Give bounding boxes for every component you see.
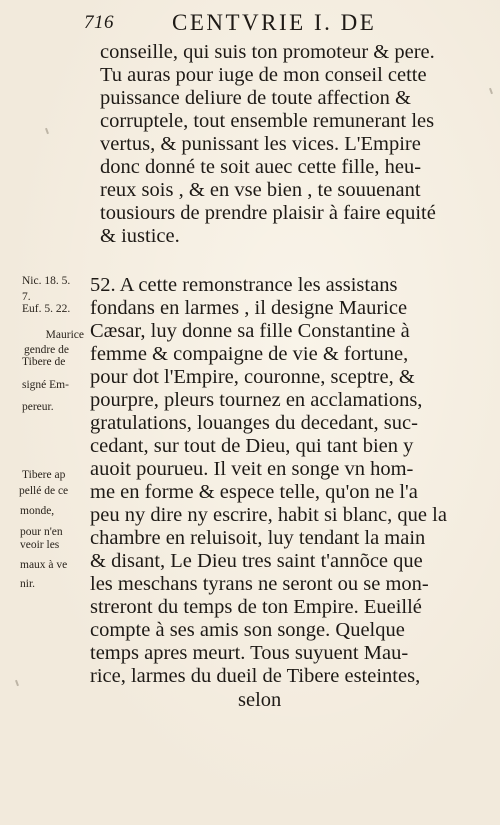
text-line: corruptele, tout ensemble remunerant les [100,110,435,132]
text-line: Cæsar, luy donne sa fille Constantine à [90,320,410,342]
margin-note: signé Em- [22,379,69,391]
margin-note: monde, [20,505,55,517]
text-line: compte à ses amis son songe. Quelque [90,619,405,641]
page-number: 716 [84,12,114,33]
margin-note: pour n'en [20,526,63,538]
text-line: puissance deliure de toute affection & [100,87,411,109]
margin-note: gendre de [24,344,70,356]
text-line: & disant, Le Dieu tres saint t'annõce que [90,550,423,572]
text-line: temps apres meurt. Tous suyuent Mau- [90,642,409,664]
text-line: tousiours de prendre plaisir à faire equité [100,202,436,224]
margin-note: pellé de ce [19,485,69,497]
margin-note: Euf. 5. 22. [22,303,71,315]
text-line: me en forme & espece telle, qu'on ne l'a [90,481,418,503]
text-line: gratulations, louanges du decedant, suc- [90,412,418,434]
text-line: femme & compaigne de vie & fortune, [90,343,409,365]
margin-note: Maurice [45,329,84,341]
catchword: selon [238,689,282,711]
text-line: chambre en reluisoit, luy tendant la main [90,527,426,549]
margin-note: pereur. [22,401,54,413]
margin-note: 7. [22,291,31,303]
text-line: pourpre, pleurs tournez en acclamations, [90,389,423,411]
margin-note: Tibere ap [22,469,66,481]
margin-note: Nic. 18. 5. [22,275,71,287]
text-line: Tu auras pour iuge de mon conseil cette [100,64,427,86]
margin-note: maux à ve [20,559,68,571]
paper-speck [45,128,49,134]
text-line: reux sois , & en vse bien , te souuenant [100,179,421,201]
margin-note: Tibere de [22,356,66,368]
text-line: streront du temps de ton Empire. Eueillé [90,596,422,618]
text-line: donc donné te soit auec cette fille, heu- [100,156,422,178]
text-line: les meschans tyrans ne seront ou se mon- [90,573,429,595]
text-line: & iustice. [100,225,180,247]
text-line: 52. A cette remonstrance les assistans [90,274,398,296]
page-header [84,8,474,38]
margin-note: nir. [20,578,36,590]
paper-speck [489,88,493,94]
margin-note: veoir les [20,539,60,551]
text-line: peu ny dire ny escrire, habit si blanc, que la [90,504,447,526]
text-line: cedant, sur tout de Dieu, qui tant bien y [90,435,414,457]
text-line: fondans en larmes , il designe Maurice [90,297,408,319]
running-title: CENTVRIE I. DE [172,10,377,35]
text-line: pour dot l'Empire, couronne, sceptre, & [90,366,415,388]
text-line: rice, larmes du dueil de Tibere esteintes, [90,665,421,687]
paper-speck [15,680,19,686]
text-line: auoit pourueu. Il veit en songe vn hom- [90,458,414,480]
text-line: vertus, & punissant les vices. L'Empire [100,133,421,155]
text-line: conseille, qui suis ton promoteur & pere. [100,41,435,63]
